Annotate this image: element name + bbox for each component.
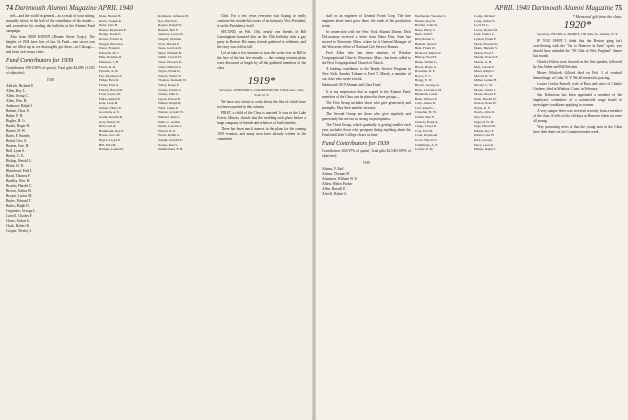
paragraph: There has been much interest in the plans for the coming 1919 reunion, and many men have already written to the committee. [217, 127, 306, 141]
contributor-name: Fay, Raymond F. [98, 73, 122, 78]
contributor-name: Blanchard, Fred L. [6, 169, 34, 173]
contributor-name: Bahner, Chas. E. [6, 109, 31, 113]
contributor-name: Thomas, Kenneth W. [158, 78, 187, 83]
contributor-name: Currier, P. M. [414, 147, 434, 152]
paragraph: Louise Corliss Russell, wife of Russ and sister of Charlie Gruhere, died in Windsor, Conn. in February. [533, 82, 622, 91]
contributor-name: Chandler, H. W. [414, 110, 437, 115]
contributor-name: Boyce, F. L. [414, 73, 432, 78]
contributor-name: Wells, C. Arthur [158, 119, 181, 124]
contributor-name: Carroll, Charles F. [6, 214, 33, 218]
contributor-name: White, Lawrence [158, 124, 182, 129]
contributor-name: Church, Frank A. [414, 119, 439, 124]
contributor-name: Batchelder, Wescher C. [414, 14, 447, 18]
contributor-name: Bagley, H. G. [6, 119, 26, 123]
contributor-name: Lucas, Robert M. [474, 27, 498, 32]
class-year-heading: 1920* [563, 19, 592, 31]
contributor-name: Smith, Carroll H. [158, 55, 182, 60]
contributor-name: Cummings, A. E. [414, 142, 439, 147]
contributor-name: Thayer, Walter E. [158, 73, 182, 78]
section-heading: Fund Contributors for 1939 [322, 141, 390, 147]
contributor-name: Chase, Arthur S. [6, 219, 30, 223]
contributor-name: Downs, Edwin A. [98, 36, 124, 41]
contributor-name: Baker, F. H. [6, 114, 24, 118]
right-running-head [322, 4, 622, 14]
paragraph: Let us take a few minutes to turn the scene over to Bill in the face of the last few months — the coming reunion plans were discussed at length by all the gathered members of the class. [217, 51, 306, 70]
contributor-name: Bragg, E. W. [414, 78, 433, 83]
contributor-name: Brooks, Harold C. [6, 184, 33, 188]
contributor-name: Gale, Leon H. [98, 101, 119, 106]
contributor-name: Hayes, Lloyd P. [98, 138, 121, 143]
contributor-name: Barnes, Roy R. [414, 18, 436, 23]
contributor-name: Sears, Gordon H. [158, 46, 182, 51]
contributor-name: Robinson, Jefferson B. [158, 14, 190, 18]
contributor-list [474, 14, 529, 152]
right-running-head-title: APRIL 1940 Dartmouth Alumni Magazine [494, 4, 614, 12]
paragraph: Also from BOB HAVEN (Dennis Street Corp.): The heights of 1934 have lots of fun. In Fund—one secret was that we filled up as we thoroughly got there—in Chicago—and from over many cities. [6, 35, 95, 54]
paragraph: The First Group includes those who give generously and promptly. May their number increase. [322, 101, 411, 110]
contributor-name: Morse, Ernest E. [474, 92, 497, 97]
contributor-name: Farnum, A. H. [98, 69, 119, 74]
contributor-name: Osgood, W. H. [474, 119, 495, 124]
contributor-name: Dexter, Raymond P. [98, 27, 127, 32]
contributor-name: Brown, George A. [414, 82, 440, 87]
paragraph: The Second Group are those who give regularly and generously but are not so strong on promptness. [322, 112, 411, 121]
contributor-name: Bates, F. Stanley [6, 134, 31, 138]
contributor-name: Blood, Harry A. [414, 64, 437, 69]
contributor-name: Bates, Harry S. [414, 27, 436, 32]
contributor-name: Buck, Lawrence M. [414, 87, 442, 92]
contributor-name: Lord, H. L. [474, 23, 490, 28]
contributor-name: Adams, F. Earl [322, 167, 344, 171]
class-secretary: Secretary, WINDSOR G. GOODENOUGH, 6 Park Ave., New York, N. Y. [219, 88, 304, 97]
paragraph: SECOND, on Feb. 15th, nearly one friends of Bill Cunningham honored him on his 15th birthday with a gay party in Boston. His many friends gathered to celebrate, and the story was told in full. [217, 30, 306, 49]
contributor-name: Clapp, Lloyd D. [414, 124, 437, 129]
contributor-name: Turner, John S. [158, 92, 179, 97]
section-heading: Fund Contributors for 1939 [6, 58, 74, 64]
contributor-list [415, 14, 470, 152]
contributor-name: May, Carroll P. [474, 64, 495, 69]
contributor-name: Alden, Walter Parker [322, 182, 353, 186]
contributor-name: Merrill, R. W. [474, 73, 493, 78]
paragraph: In connection with the New York Alumni Dinner, Dick DeLourmay received a letter from Dana Fitts, Sans has moved to Worcester, Mass. where he is General Manager of the Worcester office of National Life Service Bureau. [322, 30, 411, 49]
contributor-name: Blake, H. N. [6, 164, 25, 168]
paragraph: staff as an engineer of General Foods Corp. The fine engineer alone must grow there, the trade of the production scene. [322, 14, 411, 28]
contributor-name: Burnham, Lester [414, 92, 438, 97]
contributor-name: Bean, Seth F. [414, 32, 433, 37]
contributor-name: Eaton, Frank R. [98, 46, 121, 51]
contributor-name: Bent, Frank W. [414, 46, 436, 51]
contributor-name: Dean, Lyle H. [98, 23, 118, 28]
contributor-name: Blake, Walter G. [414, 59, 438, 64]
right-col-2 [415, 14, 470, 418]
paragraph: Moses Whitlock Gilford died on Feb. 3 of cerebral hemorrhage, at Cuba, N. Y. We all mourn his passing. [533, 71, 622, 80]
right-page [316, 0, 628, 420]
left-columns [6, 14, 306, 418]
right-page-number: 75 [615, 4, 622, 12]
section-heading-small: Dartmouth 1919 Alumni and Class Fund [322, 83, 381, 87]
contributor-name: Bemis, C. E. [6, 154, 25, 158]
paragraph: Fred Allen who has been minister of Windsor Congregational Church, Worcester, Mass., has been called to the First Congregational Church of Natick. [322, 51, 411, 65]
paragraph: The Third Group, which gradually is getting smaller each year, includes those who postpone doing anything about the Fund until after College closes in June. [322, 123, 411, 137]
contributor-name: Noble, R. F. [474, 105, 491, 110]
contributor-name: Barnet, H. W. [6, 129, 26, 133]
contributor-name: Snow, Howard K. [158, 59, 183, 64]
contributor-name: Dodge, Frank F. [98, 32, 121, 37]
contributor-name: Moore, Albert J. [474, 87, 497, 92]
contributor-name: Tucker, Edwin L. [158, 87, 182, 92]
contributor-name: Alwell, Robert S. [322, 192, 348, 196]
contributor-name: Bradley, Wm. R. [6, 179, 31, 183]
contributor-name: Sargent, Norman [158, 36, 182, 41]
contributor-name: Aldrich, Richard E. [6, 84, 35, 88]
contributor-name: Carpenter, George L. [6, 209, 37, 213]
contributor-name: Hill, Earl M. [98, 142, 117, 147]
section-subhead: Contributors 160 (97% of quota). Total gifts $2,548 (109% of objective). [322, 149, 411, 158]
contributor-name: Stone, Herbert A. [158, 64, 182, 69]
contributor-name: Bond, Thomas F. [6, 174, 31, 178]
contributor-name: Cooper, Wesley J. [6, 229, 32, 233]
contributor-list [322, 167, 411, 197]
paragraph: Very promising news is that the young men in the Class have their dates set for Commencement week. [533, 125, 622, 134]
contributor-name: Wright, Donald E. [158, 138, 183, 143]
contributor-list [99, 14, 154, 152]
contributor-name: Bennett, Alan S. [414, 41, 438, 46]
contributor-name: Brown, Arthur W. [6, 189, 32, 193]
paragraph: A very unique letter was received recently from a member of the class. It tells of the old days at Hanover when we were all young. [533, 109, 622, 123]
contributor-name: Emerson, J. B. [98, 59, 119, 64]
paragraph: We have two events to write about, the like of which have not been reported in this column. [217, 100, 306, 109]
contributor-name: French, Harold E. [98, 87, 124, 92]
contributor-name: Mack, Howard K. [474, 41, 499, 46]
left-running-head-title: Dartmouth Alumni Magazine APRIL 1940 [14, 4, 133, 12]
contributor-name: Lyman, Frank E. [474, 36, 497, 41]
contributor-name: Allen, Russell E. [322, 187, 347, 191]
contributor-name: Holmes, Leland F. [98, 147, 124, 152]
contributor-name: Fisher, Bert D. [98, 78, 119, 83]
contributor-name: Bell, Robert L. [414, 36, 436, 41]
contributor-name: Mann, Bennett S. [474, 46, 498, 51]
contributor-name: Peck, George [474, 138, 493, 143]
left-running-head [6, 4, 306, 14]
paragraph: Jim Robertson has been appointed a member of the employers' committee of a nationwide wage board to investigate conditions applying to women. [533, 93, 622, 107]
right-col-4 [533, 14, 622, 418]
contributor-name: Walker, Ralph R. [158, 101, 182, 106]
contributor-name: Phelps, Ralph C. [474, 147, 497, 152]
contributor-name: Zimmerman, P. H. [158, 147, 183, 152]
contributor-name: Banks, Roger H. [6, 124, 30, 128]
contributor-name: Taylor, Frank D. [158, 69, 181, 74]
contributor-name: Allen, Irving C. [6, 94, 29, 98]
contributor-name: Edwards, M. J. [98, 50, 120, 55]
contributor-name: Bickford, Ralph W. [414, 50, 442, 55]
contributor-name: Sanborn, Lewis H. [158, 32, 184, 37]
contributor-name: Durgin, Harold A. [98, 41, 124, 46]
contributor-name: Hall, Carl R. [98, 124, 117, 129]
contributor-name: Gilbert, Harry E. [98, 105, 122, 110]
contributor-name: Mead, Ralph J. [474, 69, 495, 74]
contributor-name: Cole, Earl H. [414, 128, 433, 133]
contributor-name: Allen, Roy L. [6, 89, 26, 93]
contributor-name: Evans, R. R. [98, 64, 116, 69]
contributor-name: Warren, Lowell W. [158, 110, 184, 115]
contributor-name: Adamson, William W. E. [322, 177, 358, 181]
contributor-name: Nelson, Peter H. [474, 101, 497, 106]
contributor-name: Beard, Geo. S. [6, 139, 28, 143]
contributor-name: Gould, Ronald R. [98, 115, 123, 120]
contributor-name: Harris, Geo. M. [98, 133, 121, 138]
contributor-name: Miller, Luther H. [474, 78, 498, 83]
contributor-name: Carr, Ralph L. [414, 105, 435, 110]
paragraph: Charles Fulton went forward as the first speaker, followed by Jim Alden and Bill Kitchen. [533, 60, 622, 69]
contributor-name: Foster, Fred A. [98, 82, 120, 87]
contributor-name: Bryant, Lucius M. [6, 194, 33, 198]
contributor-name: Adams, Thomas H. [322, 172, 350, 176]
contributor-name: Beaton, Geo. H. [6, 144, 30, 148]
contributor-name: Fuller, Ralph B. [98, 96, 121, 101]
contributor-name: Bell, Lynn S. [6, 149, 25, 153]
contributor-name: Russell, Ben F. [158, 27, 179, 32]
right-col-1 [322, 14, 411, 418]
contributor-name: Bishop, Fred H. [414, 55, 437, 60]
contributor-name: Childs, Bert E. [414, 115, 436, 120]
contributor-name: Lodge, Richard [474, 14, 496, 18]
paragraph: FIRST, a child of the Class is married. It was in the Lake Forest, Illinois, church that the wedding took place before a large company of friends and relatives of both families. [217, 111, 306, 125]
contributor-name: Hammond, Roy E. [98, 128, 125, 133]
contributor-name: Rogers, Ralph W. [158, 23, 182, 28]
right-columns [322, 14, 622, 418]
left-col-3 [158, 14, 213, 418]
contributor-name: Wood, Rollin G. [158, 133, 181, 138]
contributor-name: Frost, Lester M. [98, 92, 121, 97]
contributor-name: Page, Harold B. [474, 124, 496, 129]
contributor-name: Butler, Ralph D. [6, 204, 30, 208]
contributor-name: Bowman, R. E. [414, 69, 436, 74]
class-year-heading: 1919* [247, 75, 276, 87]
contributor-name: Roe, Harold L. [158, 18, 179, 23]
contributor-name: Tobey, Roger F. [158, 82, 180, 87]
contributor-name: Palmer, Roy F. [474, 128, 495, 133]
contributor-name: Parker, Carl H. [474, 133, 495, 138]
contributor-name: Lunt, Walter C. [474, 32, 495, 37]
contributor-name: Long, Arthur E. [474, 18, 496, 23]
contributor-name: Goodwin, A. E. [98, 110, 121, 115]
contributor-name: Wilson, R. E. [158, 128, 177, 133]
contributor-name: Nash, Harold W. [474, 96, 497, 101]
contributor-name: Burke, Edward T. [6, 199, 32, 203]
paragraph: Club. For a few years everyone was hoping to really continue the wonderful course of an honorary Vice President; it on the Presidency itself. [217, 14, 306, 28]
left-col-2 [99, 14, 154, 418]
class-label: 1919 [362, 161, 371, 165]
section-subhead: Contributors 199 (100% of quota). Total gifts $3,699. (113% of objective). [6, 66, 95, 75]
contributor-name: Moody, C. W. [474, 82, 493, 87]
contributor-name: Nye, Fred A. [474, 115, 492, 120]
contributor-name: Cross, Harold S. [414, 138, 438, 143]
left-col-4 [217, 14, 306, 418]
contributor-name: Perry, Leon R. [474, 142, 494, 147]
contributor-name: Ward, James P. [158, 105, 179, 110]
contributor-name: Ellis, Norman D. [98, 55, 123, 60]
contributor-name: Cady, James D. [414, 101, 436, 106]
contributor-name: Bush, Willard P. [414, 96, 437, 101]
contributor-name: Clark, Robert R. [6, 224, 30, 228]
left-col-1 [6, 14, 95, 418]
class-label: 1918 [46, 78, 55, 82]
contributor-name: Norris, John D. [474, 110, 495, 115]
left-page [0, 0, 312, 420]
contributor-list [158, 14, 213, 152]
contributor-name: Marsh, Fred T. [474, 50, 495, 55]
paragraph: It is my impression that in regard to the Alumni Fund, members of the Class can be placed in three groups— [322, 90, 411, 99]
paragraph: A leading contributor to the Ready Service Program in New York, Sunday Tribune is Fred T. Marsh, a member of our class who wrote a book. [322, 67, 411, 81]
contributor-name: Ambrose, Ralph J. [6, 104, 33, 108]
class-secretary: Secretary, FRANK A. MOREY, 158 State St., Albany, N. Y. [536, 32, 619, 36]
contributor-name: Davis, Joseph R. [98, 18, 122, 23]
contributor-name: Bartlett, John W. [414, 23, 438, 28]
contributor-name: Young, Karl L. [158, 142, 179, 147]
left-page-number: 74 [6, 4, 13, 12]
right-col-3 [474, 14, 529, 418]
contributor-name: Cook, Raymond [414, 133, 438, 138]
contributor-name: Bishop, Harold L. [6, 159, 32, 163]
contributor-name: Gray, Henry W. [98, 119, 121, 124]
contributor-name: Martin, Everett E. [474, 55, 499, 60]
memorial-note: * Memorial gift from the class. [572, 14, 622, 19]
contributor-name: Allen, Wm. H. [6, 99, 28, 103]
contributor-name: Mason, A. B. [474, 59, 492, 64]
contributor-name: Upton, Ernest B. [158, 96, 181, 101]
contributor-list [6, 84, 95, 234]
contributor-name: Webster, Paul L. [158, 115, 181, 120]
contributor-name: Shaw, William B. [158, 50, 182, 55]
contributor-name: Scott, Harold E. [158, 41, 180, 46]
paragraph: self—and the world in general—as a result of your sitting, mutually silent, in the hall of the contributor of his mouth—and yourselves by reading the bulletin of the Alumni Fund campaign. [6, 14, 95, 33]
contributor-name: Dana, Harold H. [98, 14, 122, 18]
paragraph: IF YOU HAVE I think that the Boston gang isn't overflowing with the "On to Hanover in June" spirit, you should have attended the "20 Club of New England" dinner last month. [533, 39, 622, 58]
